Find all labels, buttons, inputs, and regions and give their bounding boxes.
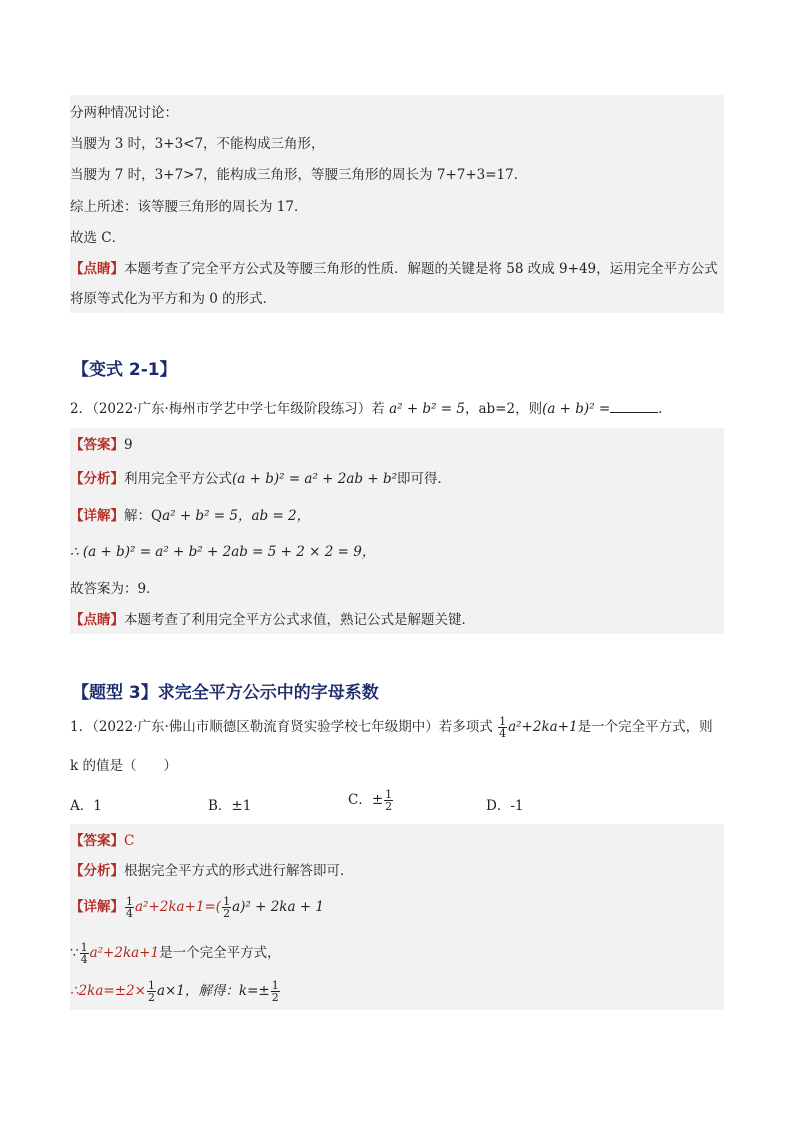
fraction [271,980,280,1003]
answer-blank [610,400,658,413]
text-line: 将原等式化为平方和为 0 的形式． [70,291,277,307]
section-heading: 【变式 2-1】 [72,360,177,380]
fraction-numerator: 1 [80,941,88,954]
fraction-denominator: 4 [80,953,88,966]
question-expr: a²+2ka+1 [508,719,578,735]
question-end: 是一个完全平方式，则 [577,719,713,735]
detail-text: 是一个完全平方式， [159,945,281,961]
text-line: 当腰为 7 时，3+7>7，能构成三角形，等腰三角形的周长为 7+7+3=17． [70,167,528,183]
fraction [80,942,89,965]
detail-line: ∴ (a + b)² = a² + b² + 2ab = 5 + 2 × 2 = 9， [70,544,376,560]
detail-expr: a)² + 2ka + 1 [232,899,325,915]
section-heading: 【题型 3】求完全平方公示中的字母系数 [72,683,379,703]
detail-line: 故答案为：9． [70,581,160,597]
remark-line [70,260,718,278]
question-line: k 的值是（ ） [70,758,177,774]
analysis-expr: (a + b)² = a² + 2ab + b² [232,471,398,487]
text-line: 分两种情况讨论： [70,105,178,121]
analysis-text: 即可得． [397,471,452,487]
question-expr: (a + b)² = [542,401,611,417]
answer-line [70,436,133,454]
detail-expr: a² + b² = 5，ab = 2， [162,508,311,524]
question-prefix: 2．（2022·广东·梅州市学艺中学七年级阶段练习）若 [70,401,385,417]
text-line: 综上所述：该等腰三角形的周长为 17． [70,199,308,215]
analysis-line [70,862,354,880]
answer-value: 9 [124,437,133,453]
option-d[interactable]: D．-1 [486,798,524,814]
detail-line [70,896,324,919]
fraction-denominator: 2 [147,991,155,1004]
fraction-denominator: 4 [126,907,133,920]
fraction-numerator: 1 [126,895,133,908]
analysis-text: 根据完全平方式的形式进行解答即可． [124,863,354,879]
question-mid: ，ab=2，则 [464,401,543,417]
fraction-numerator: 1 [385,788,393,801]
fraction-numerator: 1 [499,715,507,728]
fraction-numerator: 1 [271,979,279,992]
analysis-tag: 【分析】 [70,863,124,879]
detail-text: ∵ [70,945,79,961]
detail-expr: ∴2ka=±2× [70,983,146,999]
analysis-tag: 【分析】 [70,471,124,487]
remark-text: 本题考查了完全平方公式及等腰三角形的性质．解题的关键是将 58 改成 9+49，运用完全平方公式 [124,261,718,277]
question-line [70,716,713,739]
remark-tag: 【点睛】 [70,261,124,277]
remark-tag: 【点睛】 [70,612,124,628]
answer-tag: 【答案】 [70,833,124,849]
answer-tag: 【答案】 [70,437,124,453]
fraction [125,896,134,919]
option-c[interactable] [348,788,394,812]
question-prefix: 1．（2022·广东·佛山市顺德区勒流育贤实验学校七年级期中）若多项式 [70,719,493,735]
remark-line [70,611,475,629]
question-expr: a² + b² = 5 [389,401,465,417]
detail-text: 解：Q [124,508,163,524]
fraction [222,896,231,919]
text-line: 当腰为 3 时，3+3<7，不能构成三角形， [70,136,325,152]
analysis-text: 利用完全平方公式 [124,471,232,487]
detail-expr: a²+2ka+1 [89,945,160,961]
detail-tag: 【详解】 [70,899,124,915]
fraction [498,716,507,739]
fraction-denominator: 4 [499,727,507,740]
option-a[interactable]: A．1 [70,798,102,814]
question-end: ． [658,401,672,417]
detail-line [70,507,310,525]
text-line: 故选 C． [70,230,126,246]
option-b[interactable]: B．±1 [208,798,252,814]
remark-text: 本题考查了利用完全平方公式求值，熟记公式是解题关键． [124,612,475,628]
detail-tag: 【详解】 [70,508,124,524]
fraction-numerator: 1 [223,895,231,908]
option-c-label: C．± [348,792,384,808]
answer-value: C [124,833,135,849]
answer-line [70,832,134,850]
fraction-denominator: 2 [223,907,231,920]
question-line [70,400,672,418]
detail-line [70,980,281,1003]
fraction [384,789,393,812]
analysis-line [70,470,451,488]
detail-line [70,942,281,965]
fraction-denominator: 2 [385,800,393,813]
fraction-numerator: 1 [147,979,155,992]
detail-expr: a×1，解得：k=± [156,983,270,999]
fraction [147,980,156,1003]
fraction-denominator: 2 [271,991,279,1004]
detail-expr: a²+2ka+1=( [135,899,222,915]
solution-block-2 [70,428,724,634]
